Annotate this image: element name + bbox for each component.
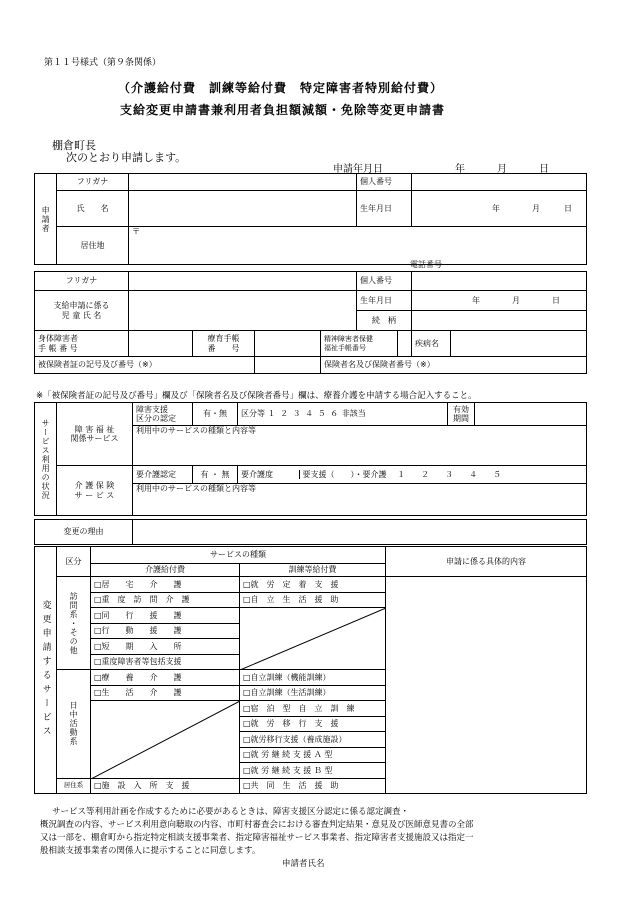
disease-cell xyxy=(412,331,587,357)
kaigo-service-item[interactable]: □短 期 入 所 xyxy=(91,639,240,655)
diagonal-line xyxy=(91,701,240,778)
care-current-services[interactable]: 利用中のサービスの種類と内容等 xyxy=(133,484,587,516)
insured-number-label: 被保険者証の記号及び番号（※） xyxy=(35,357,255,374)
applicant-address-label: 居住地 xyxy=(57,227,129,265)
kunren-service-item[interactable]: □就 労 継 続 支 援 Ｂ 型 xyxy=(240,763,386,779)
consent-line1: サービス等利用計画を作成するために必要があるときは、障害支援区分認定に係る認定調査・ xyxy=(52,807,410,817)
mental-handbook-line2: 福祉手帳番号 xyxy=(324,343,366,352)
child-birth-year: 年 xyxy=(472,295,480,305)
application-date-year: 年 xyxy=(455,164,465,175)
disease-field[interactable] xyxy=(451,331,584,356)
services-table xyxy=(34,546,587,794)
mental-handbook-subtable xyxy=(321,331,408,356)
applicant-name-field[interactable] xyxy=(129,191,357,227)
kunren-service-item[interactable]: □共 同 生 活 援 助 xyxy=(240,778,386,794)
welfare-service-line2: 関係サービス xyxy=(70,434,119,443)
grade-options: １ ２ ３ ４ ５ ６ xyxy=(267,409,340,419)
child-birth-day: 日 xyxy=(552,295,560,305)
child-table xyxy=(34,271,587,374)
form-title-line2: 支給変更申請書兼利用者負担額減額・免除等変更申請書 xyxy=(120,103,446,117)
applicant-birth-month: 月 xyxy=(532,203,540,213)
service-status-section: サービス利用の状況 xyxy=(35,403,57,516)
group-daytime: 日中活動系 xyxy=(57,670,91,779)
child-birth-month: 月 xyxy=(512,295,520,305)
kaigo-service-item[interactable]: □重度障害者等包括支援 xyxy=(91,654,240,670)
applicant-phone-label: 電話番号 xyxy=(410,260,442,269)
consent-line2: 概況調査の内容、サービス利用意向聴取の内容、市町村審査会における審査判定結果・意見及び医師意見書の全部 xyxy=(40,820,474,830)
child-number-field[interactable] xyxy=(412,272,587,291)
mental-handbook-label xyxy=(321,331,398,356)
kunren-service-item[interactable]: □自立訓練（機能訓練） xyxy=(240,670,386,686)
child-furigana-label: フリガナ xyxy=(35,272,129,291)
application-date-day: 日 xyxy=(539,164,549,175)
care-certification-label: 要介護認定 xyxy=(133,466,193,484)
postal-mark: 〒 xyxy=(132,227,140,236)
care-insurance-line1: 介 護 保 険 xyxy=(74,481,115,491)
kunren-service-item[interactable]: □自 立 生 活 援 助 xyxy=(240,592,386,608)
physical-handbook-line1: 身体障害者 xyxy=(38,334,78,344)
child-furigana-field[interactable] xyxy=(129,272,357,291)
kunren-service-item[interactable]: □就 労 継 続 支 援 Ａ 型 xyxy=(240,747,386,763)
not-applicable-option: 非該当 xyxy=(341,409,366,419)
consent-line3: 又は一部を、棚倉町から指定特定相談支援事業者、指定障害福祉サービス事業者、指定障害者支援施設又は指定一 xyxy=(40,833,474,843)
mental-handbook-line1: 精神障害者保健 xyxy=(324,335,373,344)
applicant-name-label: 氏 名 xyxy=(57,191,129,227)
signature-label: 申請者氏名 xyxy=(282,859,325,869)
validity-line1: 有効 xyxy=(453,404,469,414)
child-number-label: 個人番号 xyxy=(357,272,412,291)
diagonal-line xyxy=(240,608,386,670)
form-title-line1: （介護給付費 訓練等給付費 特定障害者特別給付費） xyxy=(118,81,444,95)
child-relationship-field[interactable] xyxy=(412,311,587,331)
disease-label: 疾病名 xyxy=(412,331,451,356)
applicant-birth-day: 日 xyxy=(564,203,572,213)
classification-line2: 区分の認定 xyxy=(136,414,176,423)
consent-line4: 般相談支援事業者の関係人に提示することに同意します。 xyxy=(40,846,261,856)
validity-field[interactable] xyxy=(475,403,587,426)
welfare-service-label xyxy=(57,403,133,466)
applicant-section-label: 申請者 xyxy=(35,174,57,265)
applicant-birthdate-field[interactable] xyxy=(412,191,587,227)
care-insurance-line2: サ ー ビ ス xyxy=(74,490,115,500)
kaigo-service-item[interactable]: □居 宅 介 護 xyxy=(91,577,240,593)
child-relationship-label: 続 柄 xyxy=(357,311,412,331)
validity-label xyxy=(448,403,475,426)
applicant-number-label: 個人番号 xyxy=(357,174,412,191)
applicant-furigana-label: フリガナ xyxy=(57,174,129,191)
rehab-handbook-line2: 番 号 xyxy=(207,343,240,353)
rehab-handbook-line1: 療育手帳 xyxy=(207,334,240,344)
child-birthdate-field[interactable] xyxy=(412,291,587,311)
classification-grades[interactable] xyxy=(238,403,448,426)
kaigo-service-item[interactable]: □療 養 介 護 xyxy=(91,670,240,686)
mental-handbook-field[interactable] xyxy=(398,331,409,356)
change-reason-label: 変更の理由 xyxy=(35,520,133,545)
care-yes-no[interactable]: 有 ・ 無 xyxy=(193,466,238,484)
care-level-label: 要介護度 xyxy=(241,470,300,479)
support-level-label: 要支援（ ）・要介護 xyxy=(302,469,387,479)
applicant-furigana-field[interactable] xyxy=(129,174,357,191)
applicant-birthdate-label: 生年月日 xyxy=(357,191,412,227)
details-header: 申請に係る具体的内容 xyxy=(386,547,587,577)
service-types-header: サービスの種類 xyxy=(91,547,386,564)
child-name-label-line1: 支給申請に係る xyxy=(53,301,110,311)
applicant-birth-year: 年 xyxy=(492,203,500,213)
kaigo-service-item[interactable]: □同 行 援 護 xyxy=(91,608,240,624)
kunren-group1-blank xyxy=(240,608,386,670)
insurer-label: 保険者名及び保険者番号（※） xyxy=(321,357,587,374)
validity-line2: 期間 xyxy=(453,414,469,423)
disease-subtable xyxy=(412,331,583,356)
kaigo-service-item[interactable]: □行 動 援 護 xyxy=(91,623,240,639)
kubun-header: 区分 xyxy=(57,547,91,577)
care-grade-options: １ ２ ３ ４ ５ xyxy=(397,469,502,479)
addressee: 棚倉町長 xyxy=(52,139,96,152)
application-date-month: 月 xyxy=(497,164,507,175)
child-name-label xyxy=(35,291,129,331)
kaigo-service-item[interactable]: □重 度 訪 問 介 護 xyxy=(91,592,240,608)
change-reason-field[interactable] xyxy=(133,520,587,545)
insured-number-field[interactable] xyxy=(255,357,321,374)
group-residential: 居住系 xyxy=(57,778,91,794)
physical-handbook-field[interactable] xyxy=(129,331,193,357)
insurance-note: ※「被保険者証の記号及び番号」欄及び「保険者名及び保険者番号」欄は、療養介護を申請する場合記入すること。 xyxy=(36,391,477,401)
physical-handbook-label xyxy=(35,331,129,357)
mental-handbook-cell xyxy=(321,331,412,357)
care-level-cell[interactable] xyxy=(238,466,587,484)
applicant-number-field[interactable] xyxy=(412,174,587,191)
kaigo-group2-blank xyxy=(91,701,240,779)
child-name-label-line2: 児 童 氏 名 xyxy=(61,310,102,320)
group-visit: 訪問系・その他 xyxy=(57,577,91,670)
child-name-field[interactable] xyxy=(129,291,357,331)
kunren-service-item[interactable]: □就 労 移 行 支 援 xyxy=(240,716,386,732)
kaigo-header: 介護給付費 xyxy=(91,564,240,577)
details-field[interactable] xyxy=(386,577,587,794)
kaigo-service-item[interactable]: □施 設 入 所 支 援 xyxy=(91,778,240,794)
classification-label xyxy=(133,403,193,426)
classification-yes-no[interactable]: 有・無 xyxy=(193,403,238,426)
rehab-handbook-label xyxy=(193,331,255,357)
care-insurance-label xyxy=(57,466,133,516)
applicant-table xyxy=(34,173,587,265)
service-status-table xyxy=(34,402,587,516)
kunren-header: 訓練等給付費 xyxy=(240,564,386,577)
grade-label: 区分等 xyxy=(241,409,265,419)
change-reason-table xyxy=(34,519,587,545)
welfare-service-line1: 障 害 福 祉 xyxy=(74,424,115,434)
intro-text: 次のとおり申請します。 xyxy=(66,151,187,164)
kunren-service-item[interactable]: □自立訓練（生活訓練） xyxy=(240,685,386,701)
physical-handbook-line2: 手 帳 番 号 xyxy=(38,343,78,353)
rehab-handbook-field[interactable] xyxy=(255,331,321,357)
welfare-current-services[interactable]: 利用中のサービスの種類と内容等 xyxy=(133,426,587,466)
kunren-service-item[interactable]: □就労移行支援（養成施設） xyxy=(240,732,386,748)
application-date-label: 申請年月日 xyxy=(333,164,383,175)
classification-line1: 障害支援 xyxy=(136,404,168,414)
services-section: 変更申請するサービス xyxy=(35,547,57,794)
kaigo-service-item[interactable]: □生 活 介 護 xyxy=(91,685,240,701)
form-number: 第１１号様式（第９条関係） xyxy=(44,58,162,68)
child-birthdate-label: 生年月日 xyxy=(357,291,412,311)
kunren-service-item[interactable]: □宿 泊 型 自 立 訓 練 xyxy=(240,701,386,717)
kunren-service-item[interactable]: □就 労 定 着 支 援 xyxy=(240,577,386,593)
applicant-address-field[interactable] xyxy=(129,227,587,265)
